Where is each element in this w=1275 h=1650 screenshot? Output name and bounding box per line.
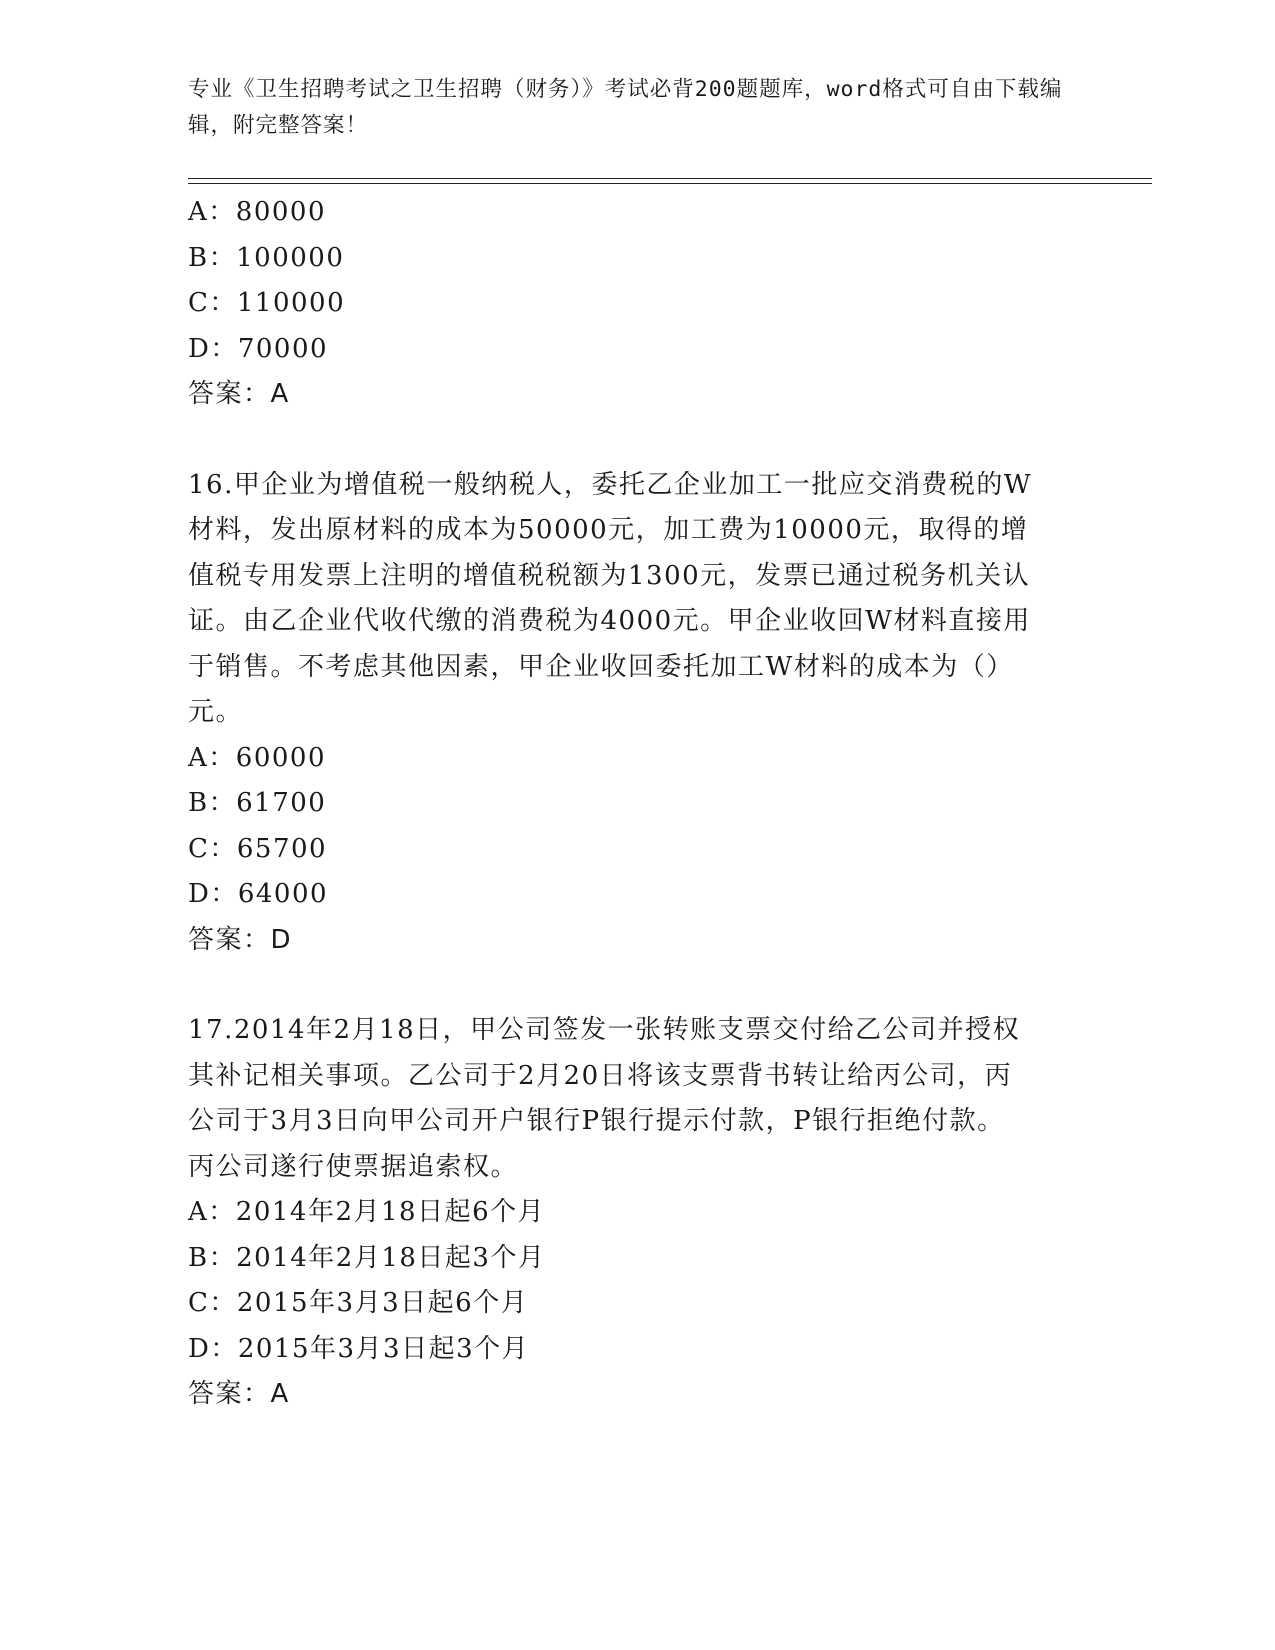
option-c: C：2015年3月3日起6个月 <box>188 1288 529 1318</box>
question-stem-line: 其补记相关事项。乙公司于2月20日将该支票背书转让给丙公司，丙 <box>188 1060 1013 1091</box>
question-16 <box>188 463 1068 964</box>
option-c: C：110000 <box>188 288 346 318</box>
option-b: B：61700 <box>188 788 327 818</box>
question-stem-line: 值税专用发票上注明的增值税税额为1300元，发票已通过税务机关认 <box>188 560 1031 591</box>
option-d: D：70000 <box>188 333 329 364</box>
question-stem-line: 元。 <box>188 697 244 727</box>
option-b: B：2014年2月18日起3个月 <box>188 1242 546 1273</box>
option-d: D：64000 <box>188 879 329 909</box>
header-divider <box>188 178 1152 184</box>
question-15 <box>188 190 1068 418</box>
question-stem-line: 于销售。不考虑其他因素，甲企业收回委托加工W材料的成本为（） <box>188 651 1014 682</box>
answer-line: 答案：A <box>188 379 290 409</box>
question-stem-line: 证。由乙企业代收代缴的消费税为4000元。甲企业收回W材料直接用 <box>188 606 1031 636</box>
question-stem-line: 16.甲企业为增值税一般纳税人，委托乙企业加工一批应交消费税的W <box>188 469 1033 500</box>
question-stem-line: 材料，发出原材料的成本为50000元，加工费为10000元，取得的增 <box>188 515 1029 545</box>
document-content <box>188 190 1068 1418</box>
option-c: C：65700 <box>188 833 328 864</box>
question-17 <box>188 1008 1068 1418</box>
answer-line: 答案：D <box>188 924 293 955</box>
question-stem-line: 丙公司遂行使票据追索权。 <box>188 1151 519 1182</box>
document-header: 专业《卫生招聘考试之卫生招聘（财务）》考试必背200题题库，word格式可自由下载编辑，附完整答案！ <box>188 77 1063 138</box>
option-b: B：100000 <box>188 242 345 273</box>
option-a: A：2014年2月18日起6个月 <box>188 1197 546 1227</box>
option-a: A：80000 <box>188 197 326 227</box>
option-a: A：60000 <box>188 742 326 773</box>
question-stem-line: 17.2014年2月18日，甲公司签发一张转账支票交付给乙公司并授权 <box>188 1015 1021 1045</box>
answer-line: 答案：A <box>188 1379 290 1409</box>
question-stem-line: 公司于3月3日向甲公司开户银行P银行提示付款，P银行拒绝付款。 <box>188 1106 1005 1136</box>
option-d: D：2015年3月3日起3个月 <box>188 1333 530 1364</box>
